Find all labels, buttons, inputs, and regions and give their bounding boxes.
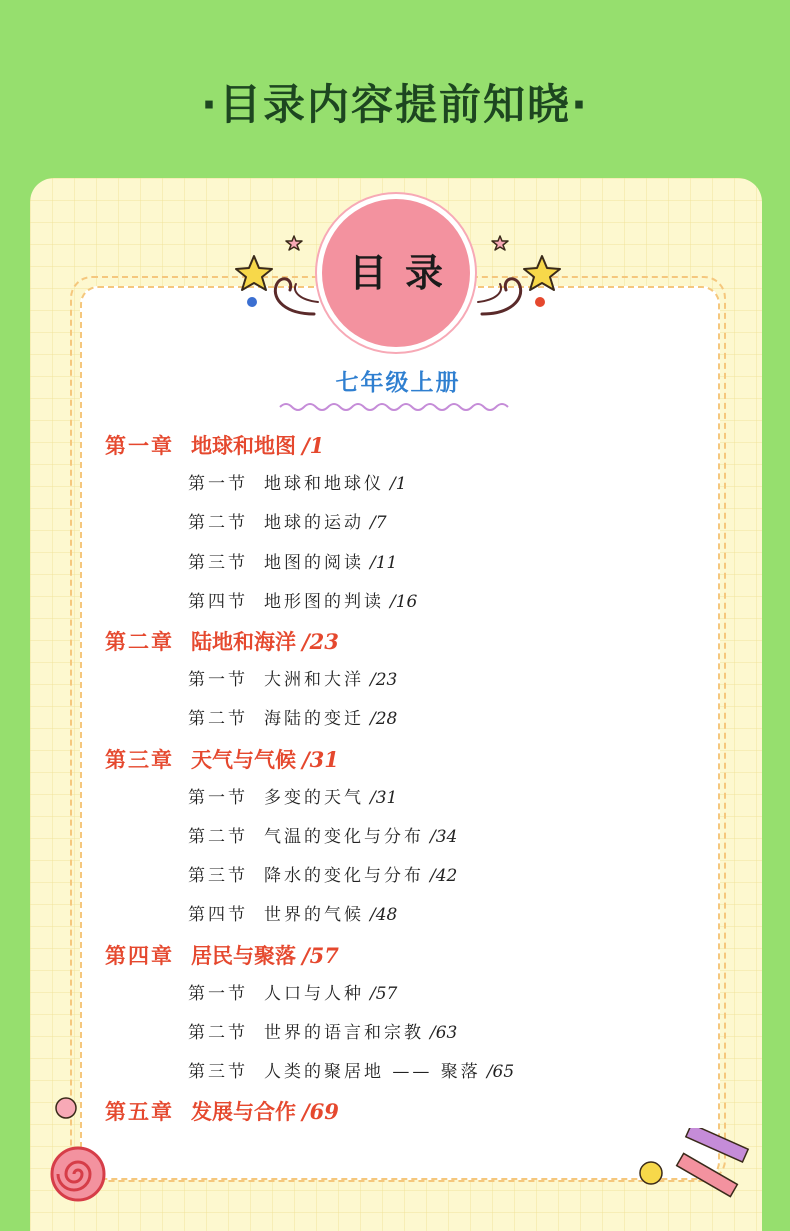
spiral-candy-icon xyxy=(48,1144,108,1204)
chapter-title: 居民与聚落 xyxy=(191,943,296,968)
toc-list xyxy=(30,178,762,1231)
section-page-number: /57 xyxy=(370,984,398,1004)
toc-section-row xyxy=(188,469,407,494)
section-page-number: /7 xyxy=(370,513,387,533)
chapter-number: 第五章 xyxy=(105,1099,174,1124)
section-title: 人口与人种 xyxy=(264,984,364,1004)
pink-dot-icon xyxy=(54,1096,78,1120)
section-title: 人类的聚居地 —— 聚落 xyxy=(264,1062,481,1082)
section-title: 多变的天气 xyxy=(264,788,364,808)
section-page-number: /48 xyxy=(370,905,398,925)
toc-chapter-row xyxy=(105,1096,339,1126)
section-number: 第二节 xyxy=(188,1023,248,1043)
section-number: 第三节 xyxy=(188,553,248,573)
section-page-number: /23 xyxy=(370,670,398,690)
section-number: 第一节 xyxy=(188,474,248,494)
section-title: 世界的气候 xyxy=(264,905,364,925)
chapter-title: 陆地和海洋 xyxy=(191,629,296,654)
chapter-title: 发展与合作 xyxy=(191,1099,296,1124)
section-number: 第一节 xyxy=(188,670,248,690)
section-title: 地球和地球仪 xyxy=(264,474,384,494)
section-number: 第三节 xyxy=(188,1062,248,1082)
section-page-number: /11 xyxy=(370,553,398,573)
chapter-page-number: /1 xyxy=(302,433,325,458)
grade-title: 七年级上册 xyxy=(335,370,461,396)
section-title: 地图的阅读 xyxy=(264,553,364,573)
toc-section-row xyxy=(188,861,457,886)
toc-section-row xyxy=(188,783,397,808)
section-title: 气温的变化与分布 xyxy=(264,827,424,847)
section-number: 第二节 xyxy=(188,513,248,533)
chapter-number: 第四章 xyxy=(105,943,174,968)
section-number: 第四节 xyxy=(188,905,248,925)
toc-section-row xyxy=(188,1057,514,1082)
section-number: 第一节 xyxy=(188,984,248,1004)
toc-section-row xyxy=(188,822,457,847)
ribbon-bars-icon xyxy=(670,1128,750,1208)
toc-chapter-row xyxy=(105,430,324,460)
toc-section-row xyxy=(188,665,397,690)
section-page-number: /16 xyxy=(390,592,418,612)
toc-chapter-row xyxy=(105,626,339,656)
toc-card xyxy=(30,178,762,1231)
toc-section-row xyxy=(188,900,397,925)
section-page-number: /42 xyxy=(430,866,458,886)
section-number: 第三节 xyxy=(188,866,248,886)
toc-section-row xyxy=(188,548,397,573)
toc-section-row xyxy=(188,587,417,612)
chapter-title: 天气与气候 xyxy=(191,747,296,772)
chapter-title: 地球和地图 xyxy=(191,433,296,458)
section-title: 大洲和大洋 xyxy=(264,670,364,690)
section-title: 地形图的判读 xyxy=(264,592,384,612)
chapter-number: 第二章 xyxy=(105,629,174,654)
toc-chapter-row xyxy=(105,744,339,774)
chapter-page-number: /57 xyxy=(302,943,339,968)
section-title: 降水的变化与分布 xyxy=(264,866,424,886)
chapter-page-number: /69 xyxy=(302,1099,339,1124)
section-page-number: /65 xyxy=(486,1062,515,1082)
toc-section-row xyxy=(188,979,397,1004)
page-header-title: ·目录内容提前知晓· xyxy=(201,80,589,129)
toc-chapter-row xyxy=(105,940,339,970)
section-number: 第一节 xyxy=(188,788,248,808)
section-number: 第二节 xyxy=(188,709,248,729)
section-page-number: /1 xyxy=(390,474,407,494)
section-page-number: /34 xyxy=(430,827,458,847)
section-number: 第二节 xyxy=(188,827,248,847)
toc-section-row xyxy=(188,1018,457,1043)
section-number: 第四节 xyxy=(188,592,248,612)
chapter-number: 第三章 xyxy=(105,747,174,772)
section-page-number: /63 xyxy=(430,1023,458,1043)
toc-badge-label: 目录 xyxy=(348,251,461,295)
chapter-page-number: /23 xyxy=(302,629,339,654)
section-title: 地球的运动 xyxy=(264,513,364,533)
chapter-page-number: /31 xyxy=(302,747,339,772)
section-title: 海陆的变迁 xyxy=(264,709,364,729)
chapter-number: 第一章 xyxy=(105,433,174,458)
section-page-number: /28 xyxy=(370,709,398,729)
yellow-dot-icon xyxy=(638,1160,664,1186)
section-page-number: /31 xyxy=(370,788,398,808)
toc-section-row xyxy=(188,508,387,533)
toc-section-row xyxy=(188,704,397,729)
section-title: 世界的语言和宗教 xyxy=(264,1023,424,1043)
